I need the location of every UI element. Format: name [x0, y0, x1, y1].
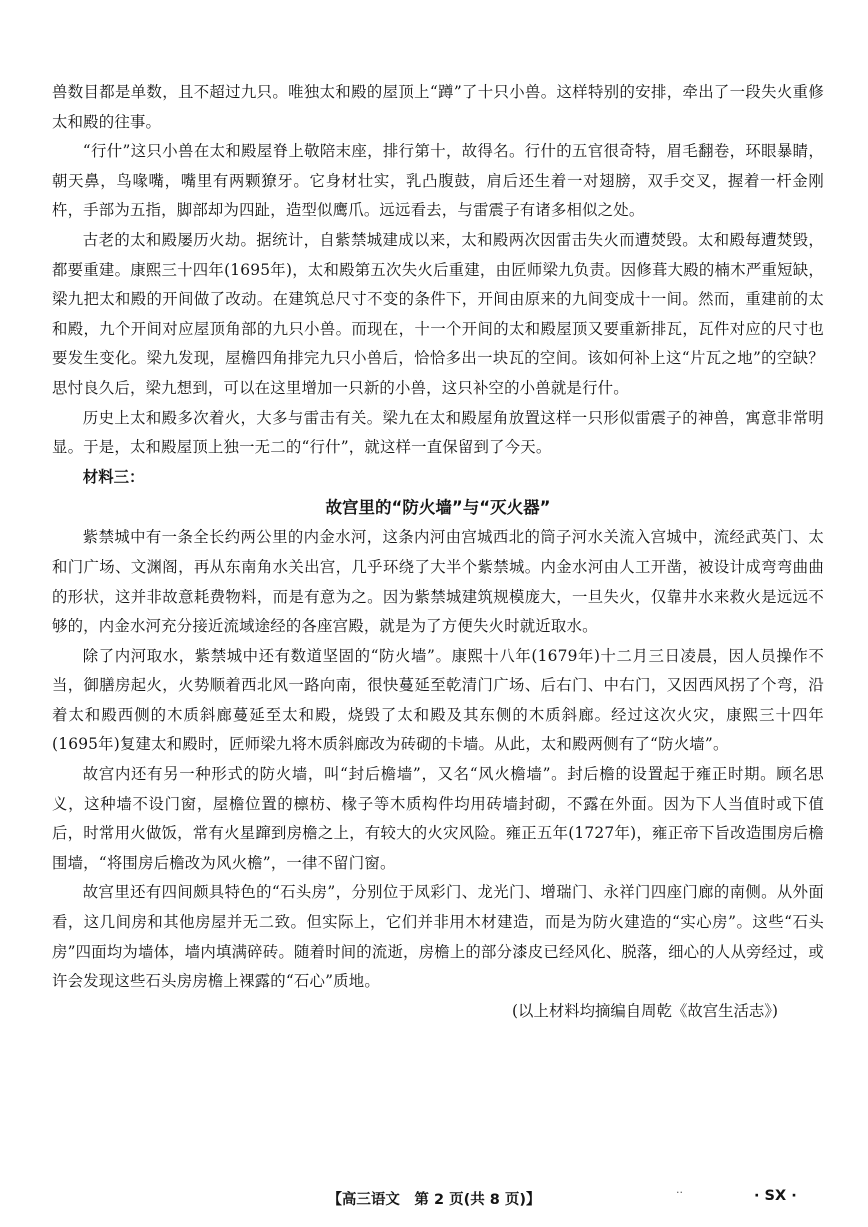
- paragraph-thunder-meaning: 历史上太和殿多次着火，大多与雷击有关。梁九在太和殿屋角放置这样一只形似雷震子的神兽，寓意非常明显。于是，太和殿屋顶上独一无二的“行什”，就这样一直保留到了今天。: [52, 408, 824, 457]
- material-three-label: 材料三：: [82, 467, 145, 486]
- source-citation: (以上材料均摘编自周乾《故宫生活志》): [512, 1001, 778, 1020]
- paragraph-golden-water-river: 紫禁城中有一条全长约两公里的内金水河，这条内河由宫城西北的筒子河水关流入宫城中，流经武英门、太和门广场、文渊阁，再从东南角水关出宫，几乎环绕了大半个紫禁城。内金水河由人工开凿，被设计成弯弯曲曲的形状，这并非故意耗费物料，而是有意为之。因为紫禁城建筑规模庞大，一旦失火，仅靠井水来救火是远远不够的，内金水河充分接近流域途经的各座宫殿，就是为了方便失火时就近取水。: [52, 528, 824, 636]
- paragraph-continued-beasts: 兽数目都是单数，且不超过九只。唯独太和殿的屋顶上“蹲”了十只小兽。这样特别的安排，牵出了一段失火重修太和殿的往事。: [52, 83, 824, 131]
- footer-mark: ··: [676, 1186, 683, 1199]
- page-number-label: 【高三语文 第 2 页(共 8 页)】: [327, 1192, 541, 1208]
- page-footer: [0, 1186, 868, 1216]
- paragraph-eave-wall: 故宫内还有另一种形式的防火墙，叫“封后檐墙”，又名“风火檐墙”。封后檐的设置起于雍正时期。顾名思义，这种墙不设门窗，屋檐位置的檩枋、椽子等木质构件均用砖墙封砌，不露在外面。因为下人当值时或下值后，时常用火做饭，常有火星蹿到房檐之上，有较大的火灾风险。雍正五年(1727年)，雍正帝下旨改造围房后檐围墙，“将围房后檐改为风火檐”，一律不留门窗。: [52, 765, 824, 872]
- paragraph-stone-houses: 故宫里还有四间颇具特色的“石头房”，分别位于凤彩门、龙光门、增瑞门、永祥门四座门廊的南侧。从外面看，这几间房和其他房屋并无二致。但实际上，它们并非用木材建造，而是为防火建造的“实心房”。这些“石头房”四面均为墙体，墙内填满碎砖。随着时间的流逝，房檐上的部分漆皮已经风化、脱落，细心的人从旁经过，或许会发现这些石头房房檐上裸露的“石心”质地。: [52, 883, 825, 991]
- paragraph-xingshi-description: “行什”这只小兽在太和殿屋脊上敬陪末座，排行第十，故得名。行什的五官很奇特，眉毛翻卷，环眼暴睛，朝天鼻，鸟喙嘴，嘴里有两颗獠牙。它身材壮实，乳凸腹鼓，肩后还生着一对翅膀，双手交叉，握着一杆金刚杵，手部为五指，脚部却为四趾，造型似鹰爪。远远看去，与雷震子有诸多相似之处。: [52, 142, 824, 220]
- document-body: [52, 78, 824, 1026]
- paragraph-fire-history: 古老的太和殿屡历火劫。据统计，自紫禁城建成以来，太和殿两次因雷击失火而遭焚毁。太和殿每遭焚毁，都要重建。康熙三十四年(1695年)，太和殿第五次失火后重建，由匠师梁九负责。因修葺大殿的楠木严重短缺，梁九把太和殿的开间做了改动。在建筑总尺寸不变的条件下，开间由原来的九间变成十一间。然而，重建前的太和殿，九个开间对应屋顶角部的九只小兽。而现在，十一个开间的太和殿屋顶又要重新排瓦，瓦件对应的尺寸也要发生变化。梁九发现，屋檐四角排完九只小兽后，恰恰多出一块瓦的空间。该如何补上这“片瓦之地”的空缺？思忖良久后，梁九想到，可以在这里增加一只新的小兽，这只补空的小兽就是行什。: [52, 230, 824, 397]
- paragraph-firewall: 除了内河取水，紫禁城中还有数道坚固的“防火墙”。康熙十八年(1679年)十二月三日凌晨，因人员操作不当，御膳房起火，火势顺着西北风一路向南，很快蔓延至乾清门广场、后右门、中右门，又因西风拐了个弯，沿着太和殿西侧的木质斜廊蔓延至太和殿，烧毁了太和殿及其东侧的木质斜廊。经过这次火灾，康熙三十四年(1695年)复建太和殿时，匠师梁九将木质斜廊改为砖砌的卡墙。从此，太和殿两侧有了“防火墙”。: [52, 646, 824, 754]
- footer-code: · SX ·: [754, 1188, 797, 1204]
- material-three-title: 故宫里的“防火墙”与“灭火器”: [325, 498, 551, 518]
